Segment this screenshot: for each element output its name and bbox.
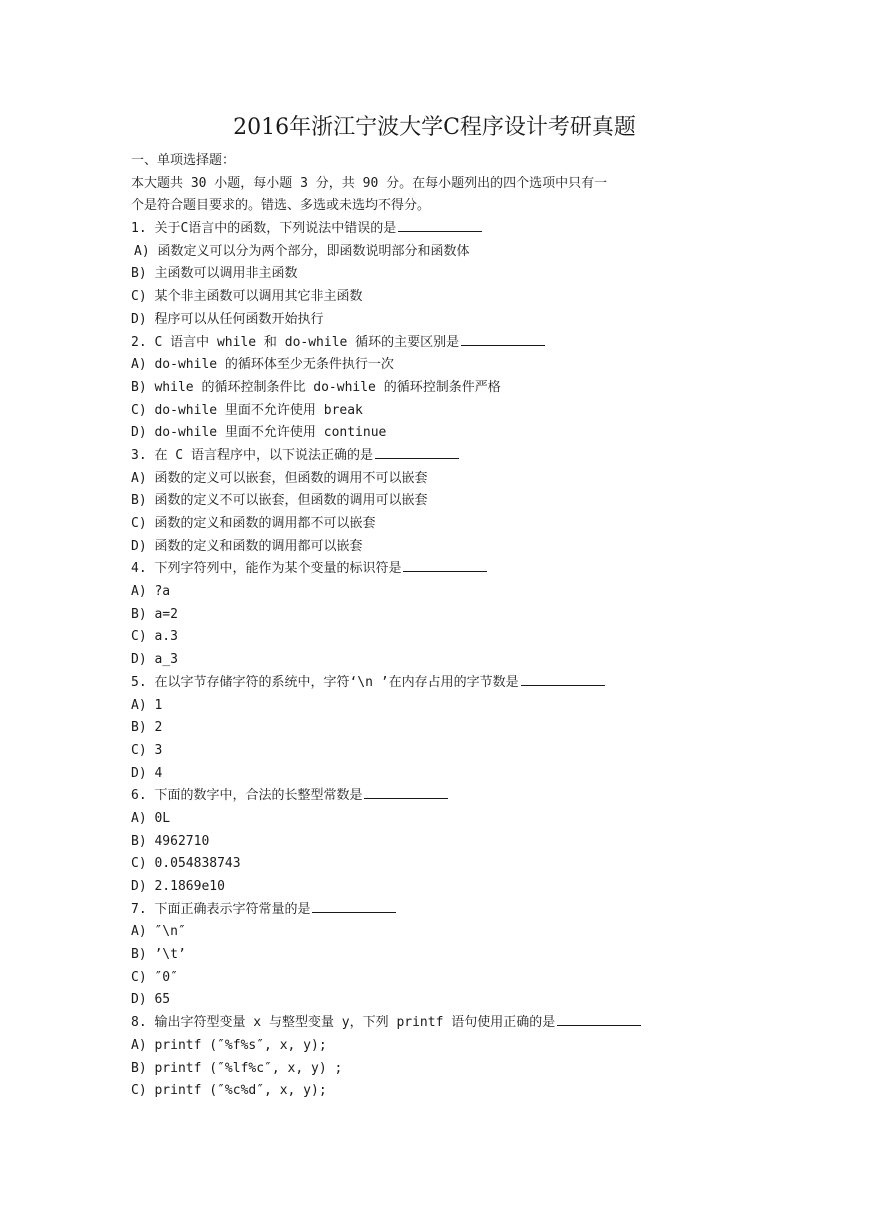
answer-blank <box>398 219 482 232</box>
question-stem: 6. 下面的数字中，合法的长整型常数是 <box>131 785 691 808</box>
answer-blank <box>312 900 396 913</box>
option: C) ″0″ <box>131 969 178 985</box>
option: C) printf (″%c%d″, x, y); <box>131 1083 327 1099</box>
option: A) printf (″%f%s″, x, y); <box>131 1037 327 1053</box>
option: A) ?a <box>131 584 171 600</box>
answer-blank <box>521 673 605 686</box>
option: A) 0L <box>131 810 171 826</box>
option: A) 1 <box>131 697 163 713</box>
option: B) 4962710 <box>131 833 210 849</box>
option: A) ″\n″ <box>131 924 186 940</box>
option: D) 函数的定义和函数的调用都可以嵌套 <box>131 538 363 554</box>
option: C) 函数的定义和函数的调用都不可以嵌套 <box>131 516 376 531</box>
option: D) 4 <box>131 765 163 781</box>
option: A) do-while 的循环体至少无条件执行一次 <box>131 357 394 373</box>
question-body <box>131 150 691 1103</box>
question-stem: 5. 在以字节存储字符的系统中，字符‘\n ’在内存占用的字节数是 <box>131 672 691 695</box>
section-intro: 本大题共 30 小题，每小题 3 分，共 90 分。在每小题列出的四个选项中只有一 <box>131 175 608 191</box>
option: C) 某个非主函数可以调用其它非主函数 <box>131 289 363 305</box>
option: C) 0.054838743 <box>131 856 241 872</box>
option: D) 2.1869e10 <box>131 879 225 894</box>
option: C) do-while 里面不允许使用 break <box>131 402 363 418</box>
option: B) 函数的定义不可以嵌套，但函数的调用可以嵌套 <box>131 493 428 509</box>
option: D) 程序可以从任何函数开始执行 <box>131 311 324 327</box>
question-stem: 2. C 语言中 while 和 do-while 循环的主要区别是 <box>131 332 691 355</box>
page-title: 2016年浙江宁波大学C程序设计考研真题 <box>233 115 636 140</box>
answer-blank <box>557 1013 641 1026</box>
question-stem: 3. 在 C 语言程序中，以下说法正确的是 <box>131 445 691 468</box>
option: D) 65 <box>131 992 171 1008</box>
option: C) a.3 <box>131 629 178 645</box>
question-stem: 4. 下列字符列中，能作为某个变量的标识符是 <box>131 558 691 581</box>
question-stem: 8. 输出字符型变量 x 与整型变量 y，下列 printf 语句使用正确的是 <box>131 1012 691 1035</box>
question-stem: 1. 关于C语言中的函数，下列说法中错误的是 <box>131 218 691 241</box>
option: B) 2 <box>131 720 163 736</box>
answer-blank <box>364 786 448 799</box>
answer-blank <box>461 333 545 346</box>
section-intro: 个是符合题目要求的。错选、多选或未选均不得分。 <box>131 198 431 214</box>
option: B) ’\t’ <box>131 947 186 963</box>
option: D) a_3 <box>131 652 178 668</box>
answer-blank <box>375 446 459 459</box>
section-heading: 一、单项选择题： <box>131 153 236 168</box>
answer-blank <box>403 559 487 572</box>
option: C) 3 <box>131 742 163 758</box>
option: B) a=2 <box>131 606 178 622</box>
option: B) while 的循环控制条件比 do-while 的循环控制条件严格 <box>131 379 501 395</box>
option: D) do-while 里面不允许使用 continue <box>131 425 387 441</box>
option: A) 函数的定义可以嵌套，但函数的调用不可以嵌套 <box>131 470 428 486</box>
option: A) 函数定义可以分为两个部分，即函数说明部分和函数体 <box>134 243 470 259</box>
option: B) 主函数可以调用非主函数 <box>131 266 298 282</box>
option: B) printf (″%lf%c″, x, y) ; <box>131 1060 343 1076</box>
question-stem: 7. 下面正确表示字符常量的是 <box>131 899 691 922</box>
